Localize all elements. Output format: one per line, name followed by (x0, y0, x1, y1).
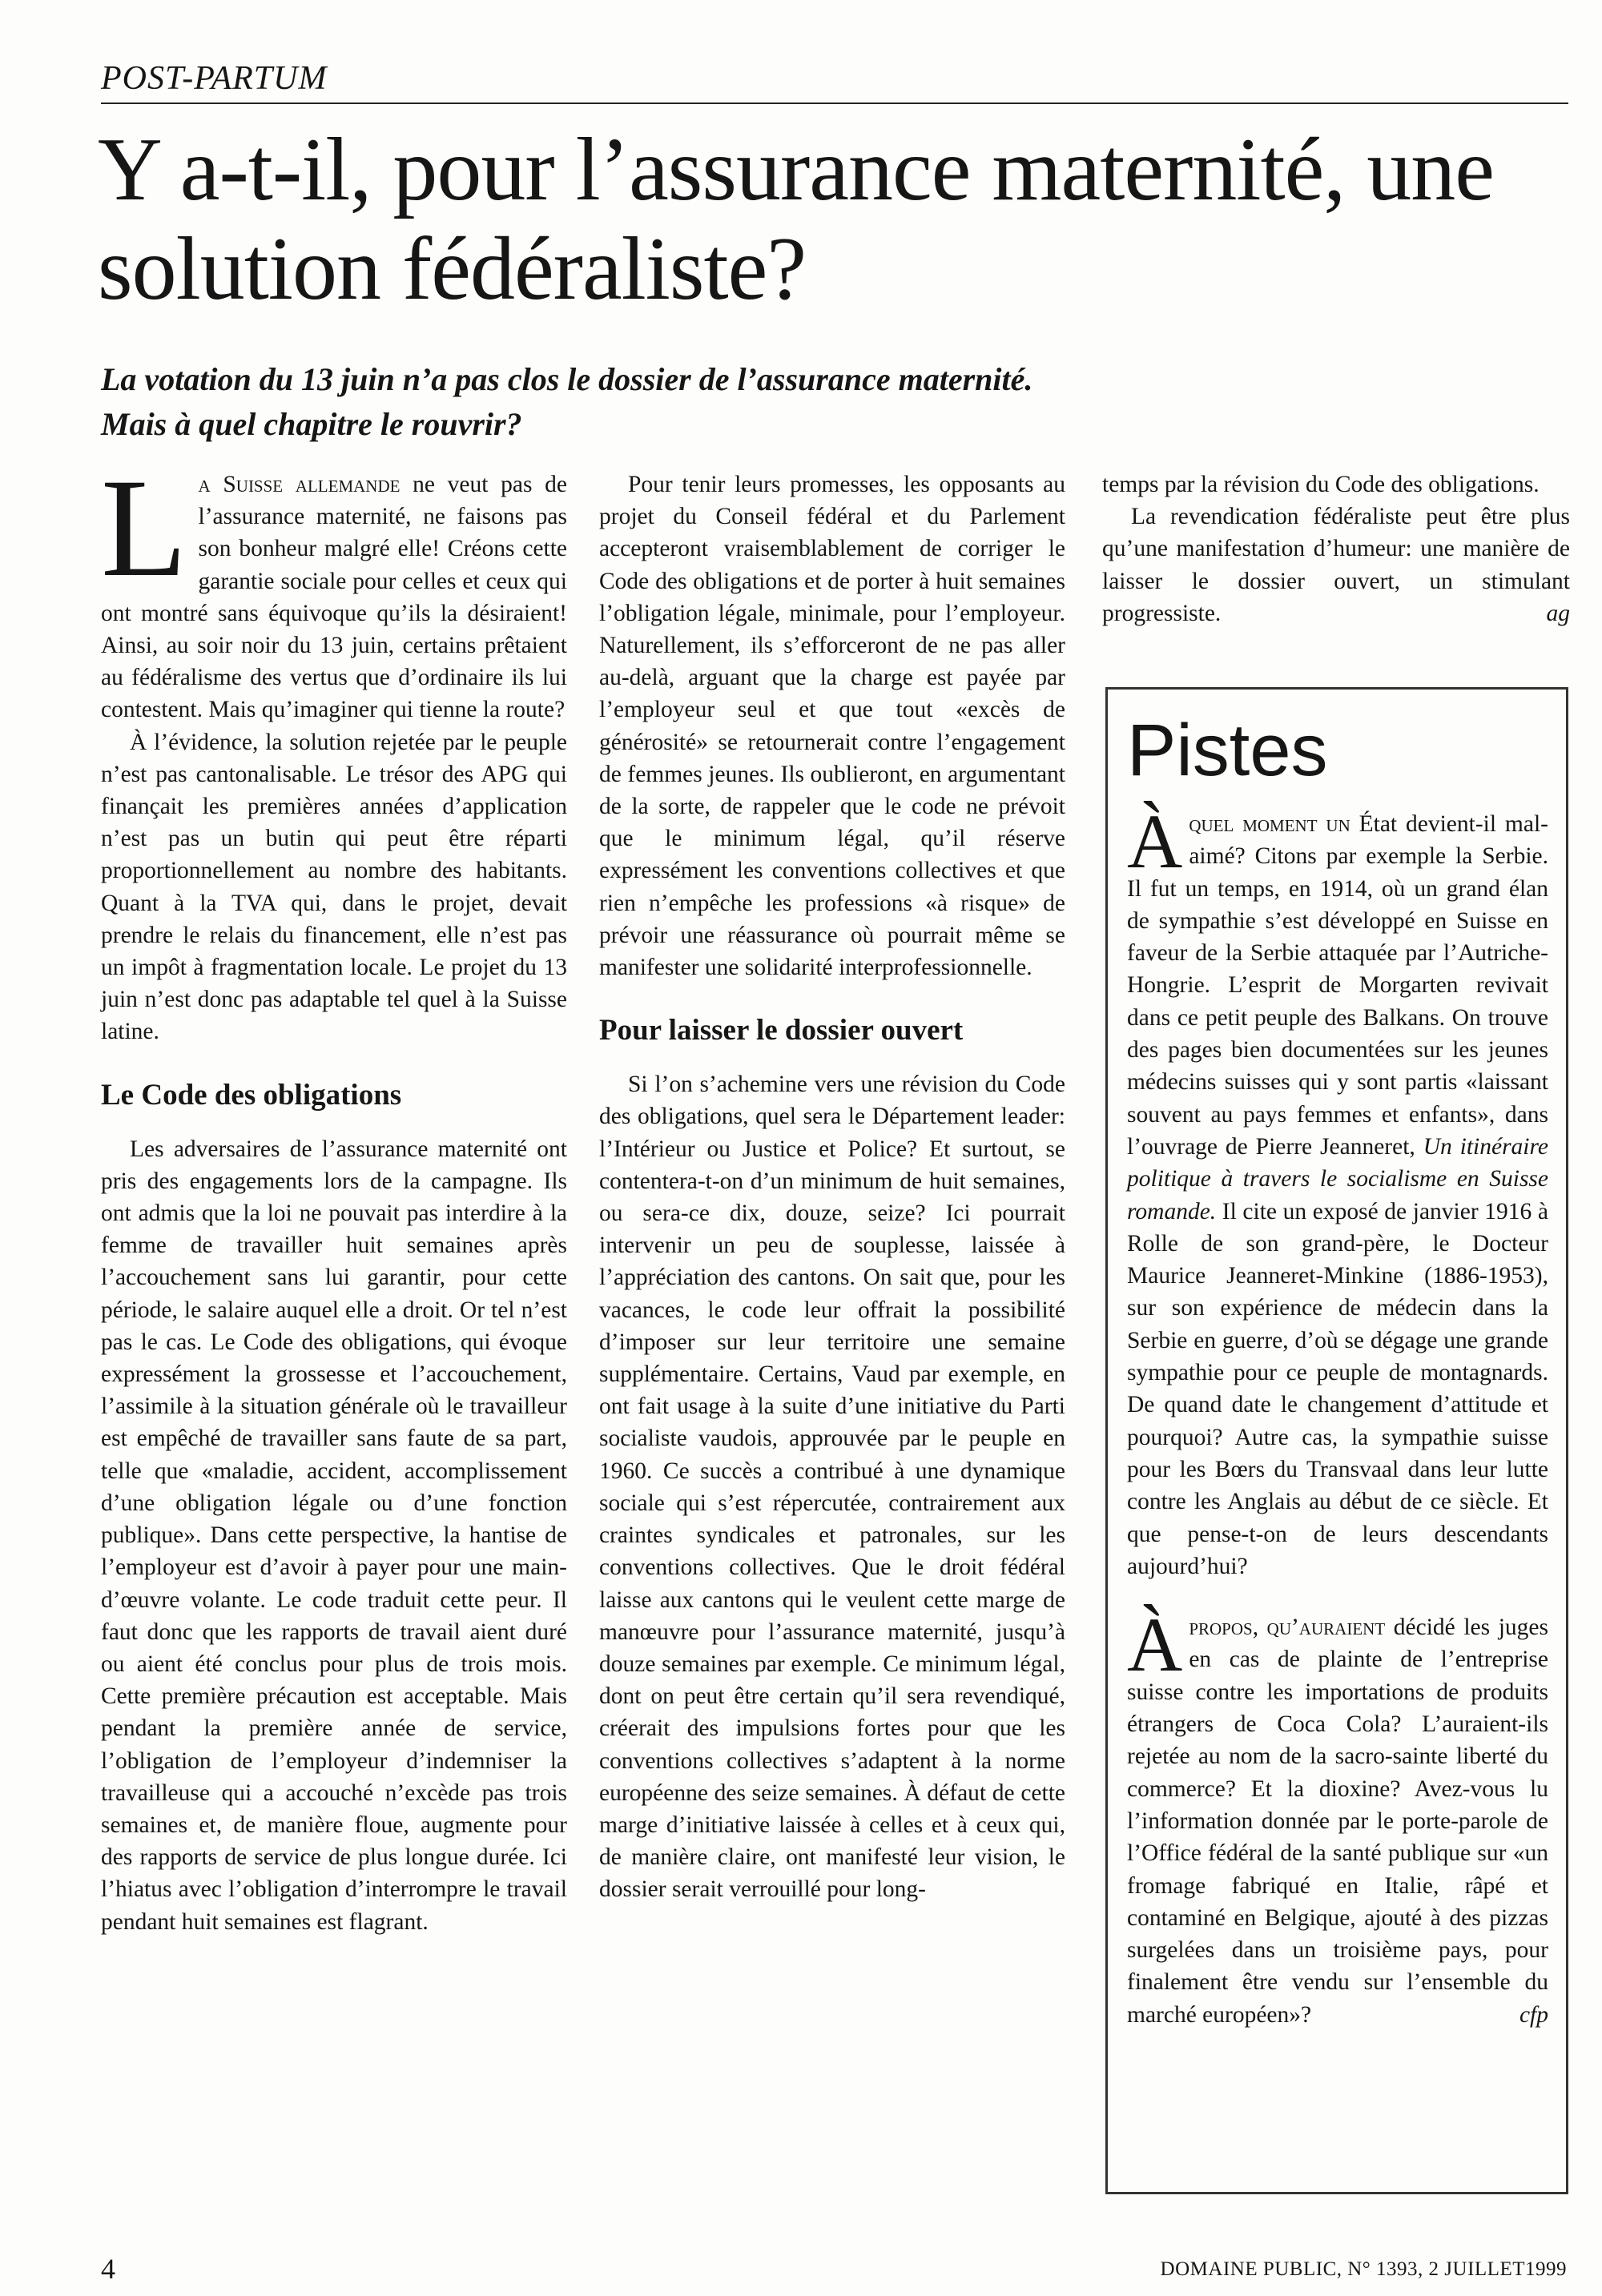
subtitle-line-1: La votation du 13 juin n’a pas clos le dossier de l’assurance maternité. (101, 361, 1033, 397)
col3-paragraph-1: temps par la révision du Code des obligations. (1102, 472, 1540, 497)
book-title: Un itinéraire politique à travers le socialisme en Suisse romande. (1127, 1133, 1548, 1224)
publication-footer: DOMAINE PUBLIC, N° 1393, 2 JUILLET1999 (1160, 2258, 1567, 2280)
col1-paragraph-1 (101, 450, 567, 726)
pistes-item-1-small-caps: quel moment un (1189, 811, 1350, 837)
col1-paragraph-3: Les adversaires de l’assurance maternité ont pris des engagements lors de la campagne. Ils ont admis que la loi ne pouvait pas interdire à la femme de travailler huit semaines après l’accouchement sans lui garantir, pour cette période, le salaire auquel elle a droit. Or tel n’est pas le cas. Le Code des obligations, qui évoque expressément la grossesse et l’accouchement, l’assimile à la situation générale où le travailleur est empêché de travailler sans faute de sa part, telle que «maladie, accident, accomplissement d’une obligation légale ou d’une fonction publique». Dans cette perspective, la hantise de l’employeur est d’avoir à payer pour une main-d’œuvre volante. Le code traduit cette peur. Il faut donc que les rapports de travail aient duré ou aient été conclus pour plus de trois mois. Cette première précaution est acceptable. Mais pendant la première année de service, l’obligation de l’employeur d’indemniser la travailleuse qui a accouché n’excède pas trois semaines et, de manière floue, augmente pour des rapports de service de plus longue durée. Ici l’hiatus avec l’obligation d’interrompre le travail pendant huit semaines est flagrant. (101, 1136, 567, 1935)
pistes-item-1-text-b: Il cite un exposé de janvier 1916 à Rolle de son grand-père, le Docteur Maurice Jeanneret-Minkine (1886-1953), sur son expérience de médecin dans la Serbie en guerre, d’où se dégage une grande sympathie pour ce peuple de montagnards. De quand date le changement d’attitude et pourquoi? Autre cas, la sympathie suisse pour les Bœrs du Transvaal dans leur lutte contre les Anglais au début de ce siècle. Et que pense-t-on de leurs descendants aujourd’hui? (1127, 1198, 1548, 1579)
article-subtitle (101, 357, 1463, 447)
page-number: 4 (101, 2253, 115, 2285)
pistes-item-2-small-caps: propos, qu’auraient (1189, 1614, 1386, 1641)
section-heading-dossier: Pour laisser le dossier ouvert (599, 1014, 964, 1047)
col3-p2-text: La revendication fédéraliste peut être plus qu’une manifestation d’humeur: une manière de laisser le dossier ouvert, un stimulant progressiste. (1102, 504, 1570, 626)
subtitle-line-2: Mais à quel chapitre le rouvrir? (101, 406, 522, 442)
pistes-item-2 (1127, 1602, 1548, 2031)
column-2 (599, 468, 1065, 1906)
col3-paragraph-2 (1102, 501, 1570, 629)
column-3 (1102, 468, 1570, 629)
pistes-item-2-text: décidé les juges en cas de plainte de l’entreprise suisse contre les importations de produits étrangers de Coca Cola? L’auraient-ils rejetée au nom de la sacro-sainte liberté du commerce? Et la dioxine? Avez-vous lu l’information donnée par le porte-parole de l’Office fédéral de la santé publique sur «un fromage fabriqué en Italie, râpé et contaminé en Belgique, ajouté à des pizzas surgelées dans un troisième pays, pour finalement être vendu sur l’ensemble du marché européen»? (1127, 1614, 1548, 2028)
section-heading-code: Le Code des obligations (101, 1078, 402, 1112)
pistes-text (1127, 798, 1548, 2031)
column-1 (101, 450, 567, 1938)
pistes-item-1-dropcap: À (1127, 798, 1183, 884)
col1-p1-text: ne veut pas de l’assurance maternité, ne faisons pas son bonheur malgré elle! Créons cette garantie sociale pour celles et ceux qui ont montré sans équivoque qu’ils la désiraient! Ainsi, au soir noir du 13 juin, certains prêtaient au fédéralisme des vertus que d’ordinaire ils lui contestent. Mais qu’imaginer qui tienne la route? (101, 472, 567, 723)
pistes-sidebar-box (1105, 687, 1568, 2194)
pistes-item-2-dropcap: À (1127, 1602, 1183, 1688)
section-rubric: POST-PARTUM (101, 60, 328, 97)
pistes-title: Pistes (1127, 710, 1328, 791)
lead-small-caps: a Suisse allemande (198, 472, 400, 497)
col1-paragraph-2: À l’évidence, la solution rejetée par le peuple n’est pas cantonalisable. Le trésor des APG qui finançait les premières années d’application n’est pas un butin qui peut être réparti proportionnellement au nombre des habitants. Quant à la TVA qui, dans le projet, devait prendre le relais du financement, elle n’est pas un impôt à fragmentation locale. Le projet du 13 juin n’est donc pas adaptable tel quel à la Suisse latine. (101, 729, 567, 1045)
article-title: Y a-t-il, pour l’assurance maternité, une solution fédéraliste? (98, 120, 1495, 319)
header-rule (101, 103, 1568, 104)
col2-paragraph-1: Pour tenir leurs promesses, les opposants au projet du Conseil fédéral et du Parlement accepteront vraisemblablement de corriger le Code des obligations et de porter à huit semaines l’obligation légale, minimale, pour l’employeur. Naturellement, ils s’efforceront de ne pas aller au-delà, arguant que la charge est payée par l’employeur seul et que tout «excès de générosité» se retournerait contre l’engagement de femmes jeunes. Ils oublieront, en argumentant de la sorte, de rappeler que le code ne prévoit que le minimum légal, qu’il réserve expressément les conventions collectives et que rien n’empêche les professions «à risque» de prévoir une réassurance où pourrait même se manifester une solidarité interprofessionnelle. (599, 472, 1065, 981)
pistes-signature: cfp (1519, 2001, 1548, 2028)
drop-cap: L (101, 450, 187, 606)
author-signature: ag (1546, 600, 1570, 626)
pistes-item-1-text-a: État devient-il mal-aimé? Citons par exemple la Serbie. Il fut un temps, en 1914, où un grand élan de sympathie s’est développé en Suisse en faveur de la Serbie attaquée par l’Autriche-Hongrie. L’esprit de Morgarten revivait dans ce petit peuple des Balkans. On trouve des pages bien documentées sur les jeunes médecins suisses qui y sont partis «laissant souvent au pays femmes et enfants», dans l’ouvrage de Pierre Jeanneret, (1127, 811, 1548, 1160)
col2-paragraph-2: Si l’on s’achemine vers une révision du Code des obligations, quel sera le Département leader: l’Intérieur ou Justice et Police? Et surtout, se contentera-t-on d’un minimum de huit semaines, ou sera-ce dix, douze, seize? Ici pourrait intervenir un peu de souplesse, laissée à l’appréciation des cantons. On sait que, pour les vacances, le code leur offrait la possibilité d’imposer sur leur territoire une semaine supplémentaire. Certains, Vaud par exemple, en ont fait usage à la suite d’une initiative du Parti socialiste vaudois, approuvée par le peuple en 1960. Ce succès a contribué à une dynamique sociale qui s’est répercutée, contrairement aux craintes syndicales et patronales, sur les conventions collectives. Que le droit fédéral laisse aux cantons qui le veulent cette marge de manœuvre pour l’assurance maternité, jusqu’à douze semaines par exemple. Ce minimum légal, dont on peut être certain qu’il sera revendiqué, créerait des impulsions fortes pour que les conventions collectives s’adaptent à la norme européenne des seize semaines. À défaut de cette marge d’initiative laissée à celles et à ceux qui, de manière claire, ont manifesté leur vision, le dossier serait verrouillé pour long- (599, 1072, 1065, 1903)
pistes-item-1 (1127, 798, 1548, 1582)
